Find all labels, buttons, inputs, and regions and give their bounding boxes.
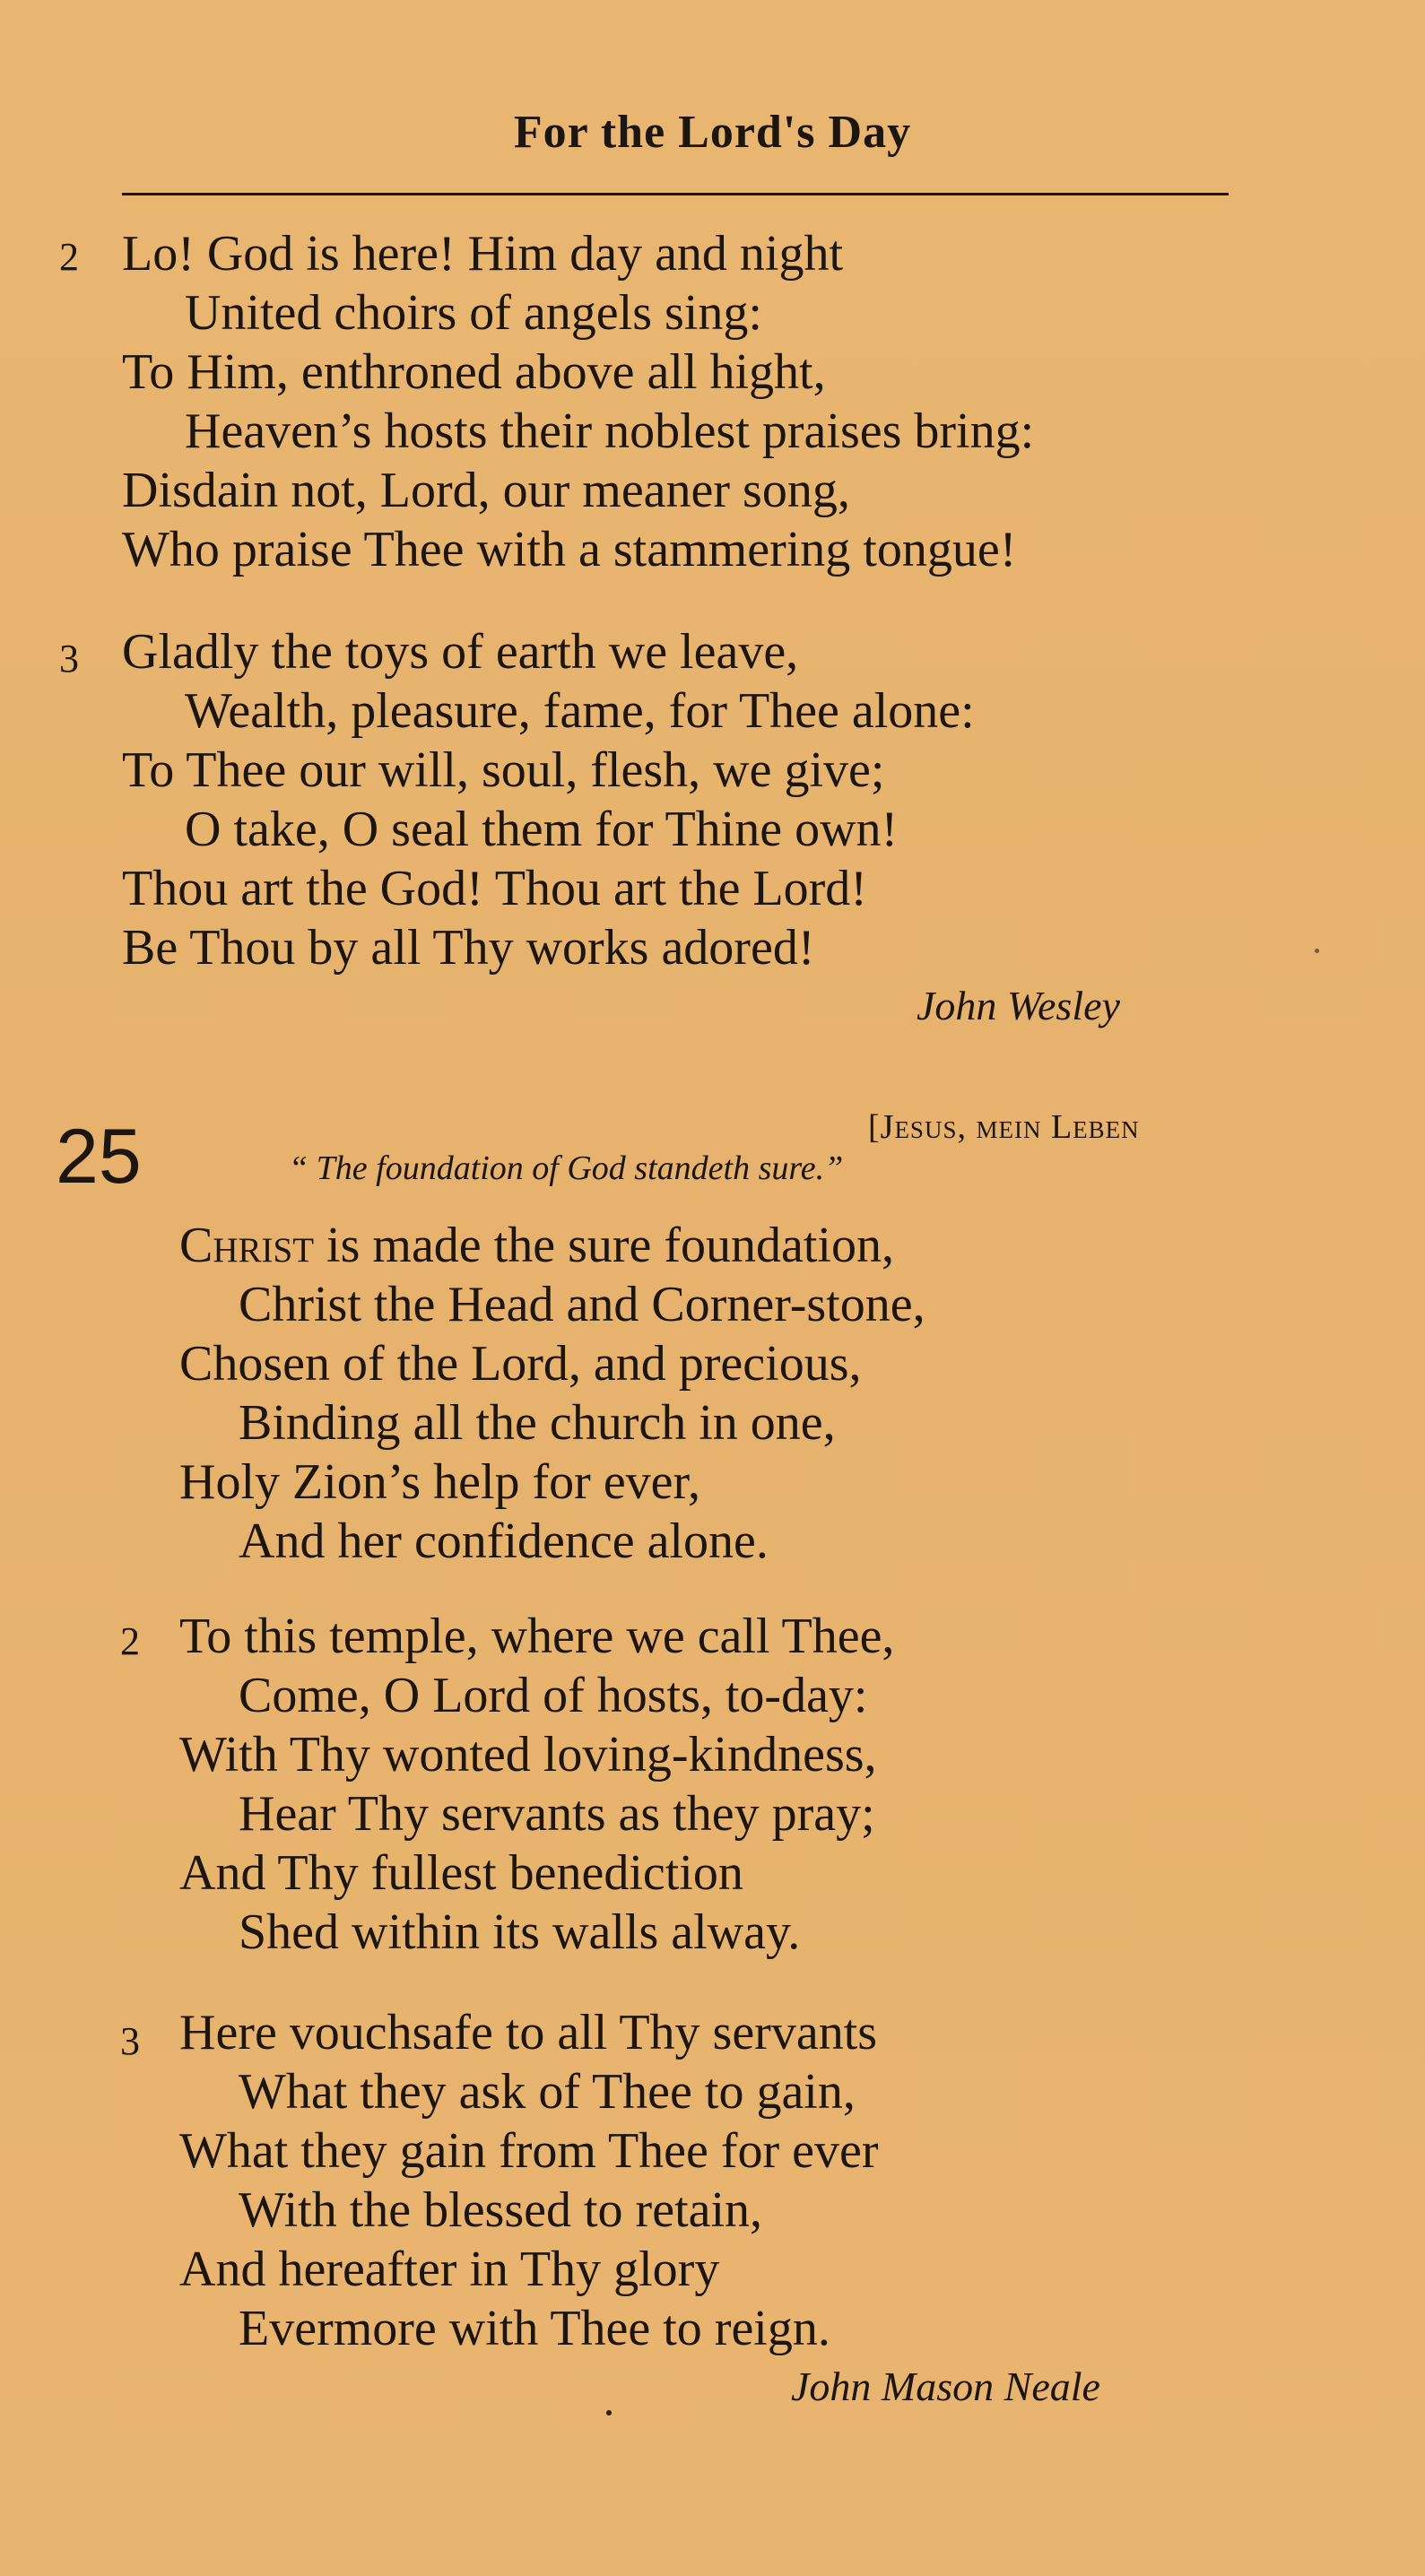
printer-dot: [1315, 949, 1319, 953]
author-attribution: John Wesley: [917, 983, 1120, 1028]
verse-line: O take, O seal them for Thine own!: [185, 802, 899, 857]
verse-line: And Thy fullest benediction: [179, 1845, 743, 1901]
verse-line: Hear Thy servants as they pray;: [239, 1786, 875, 1842]
scripture-epigraph: “ The foundation of God standeth sure.”: [289, 1149, 844, 1187]
verse-line: To this temple, where we call Thee,: [179, 1609, 895, 1664]
hymn-number: 25: [56, 1114, 142, 1200]
stanza-number: 2: [59, 235, 79, 279]
verse-line: Thou art the God! Thou art the Lord!: [122, 861, 867, 916]
verse-line: Binding all the church in one,: [239, 1395, 836, 1451]
verse-line: And hereafter in Thy glory: [179, 2242, 720, 2297]
verse-line: Holy Zion’s help for ever,: [179, 1454, 700, 1510]
tune-first-word: Jesus: [880, 1108, 958, 1146]
verse-line: Come, O Lord of hosts, to-day:: [239, 1668, 868, 1723]
verse-line: Christ the Head and Corner-stone,: [239, 1277, 925, 1332]
author-attribution: John Mason Neale: [791, 2364, 1100, 2409]
verse-line: With Thy wonted loving-kindness,: [179, 1727, 877, 1782]
printer-dot: [606, 2410, 612, 2416]
header-rule: [122, 193, 1229, 195]
first-line-rest: is made the sure foundation,: [314, 1218, 894, 1273]
verse-line: Evermore with Thee to reign.: [239, 2301, 830, 2356]
tune-bracket: [: [868, 1108, 881, 1146]
tune-second-words: mein Leben: [976, 1108, 1140, 1146]
verse-line: Heaven’s hosts their noblest praises bring:: [185, 403, 1035, 459]
stanza-number: 3: [120, 2019, 140, 2063]
verse-line: Chosen of the Lord, and precious,: [179, 1336, 862, 1392]
verse-line: What they gain from Thee for ever: [179, 2123, 879, 2179]
tune-name: [868, 1105, 1140, 1149]
verse-line: Be Thou by all Thy works adored!: [122, 920, 815, 976]
tune-separator: ,: [957, 1108, 977, 1146]
page-header: For the Lord's Day: [513, 107, 912, 158]
verse-line: Who praise Thee with a stammering tongue!: [122, 522, 1017, 577]
verse-line: To Thee our will, soul, flesh, we give;: [122, 742, 885, 798]
verse-line: Disdain not, Lord, our meaner song,: [122, 463, 850, 518]
verse-line: With the blessed to retain,: [239, 2182, 763, 2238]
stanza-number: 2: [120, 1619, 140, 1663]
verse-line: Gladly the toys of earth we leave,: [122, 624, 799, 680]
stanza-number: 3: [59, 637, 79, 681]
verse-line: Here vouchsafe to all Thy servants: [179, 2005, 878, 2060]
verse-line: What they ask of Thee to gain,: [239, 2064, 856, 2120]
verse-line-first: [179, 1216, 894, 1275]
verse-line: United choirs of angels sing:: [185, 285, 762, 341]
verse-line: And her confidence alone.: [239, 1514, 769, 1569]
verse-line: Lo! God is here! Him day and night: [122, 226, 844, 282]
verse-line: Shed within its walls alway.: [239, 1904, 801, 1960]
verse-line: To Him, enthroned above all hight,: [122, 344, 826, 400]
verse-line: Wealth, pleasure, fame, for Thee alone:: [185, 683, 975, 739]
initial-word: Christ: [179, 1218, 315, 1273]
